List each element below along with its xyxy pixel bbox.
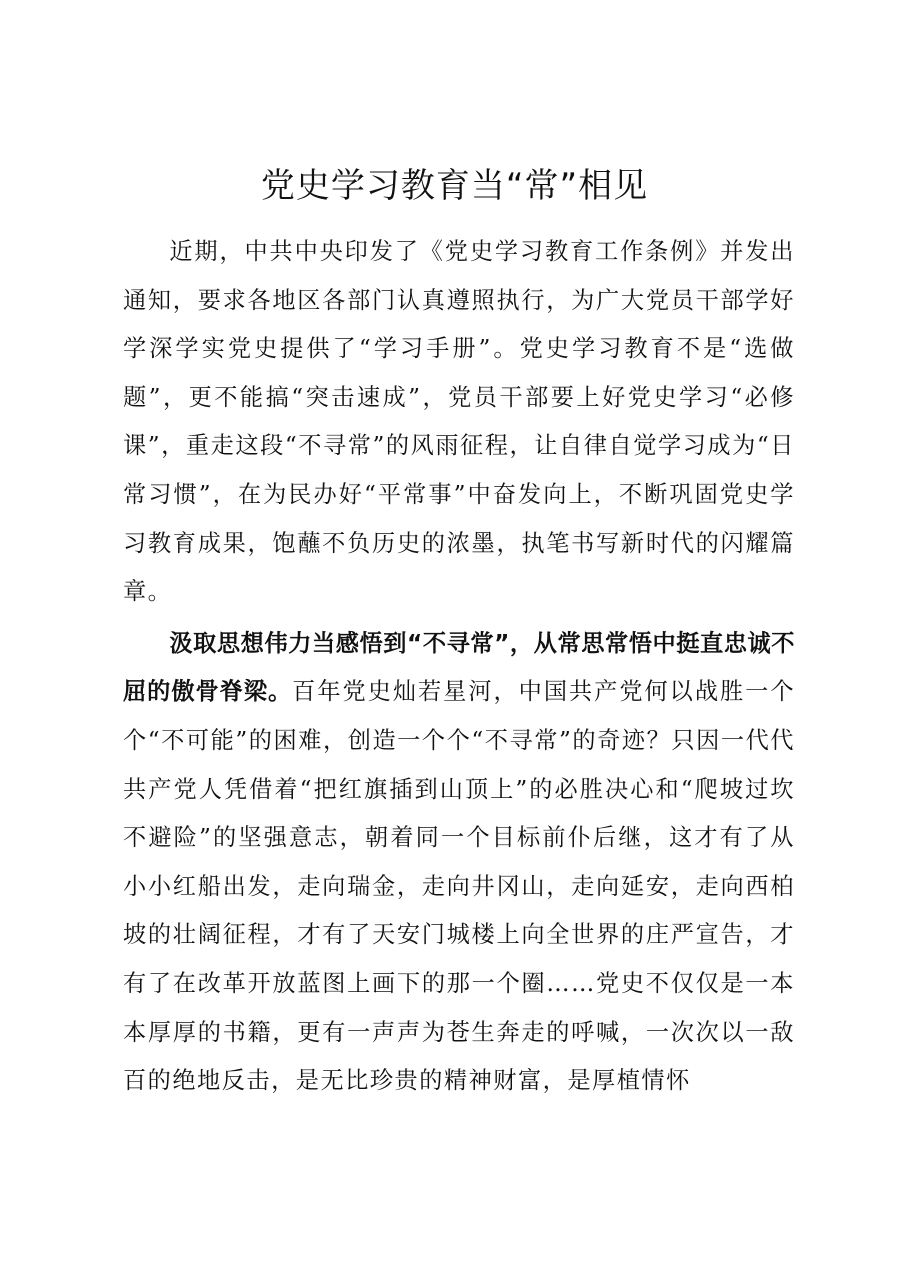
paragraph-1: 近期，中共中央印发了《党史学习教育工作条例》并发出通知，要求各地区各部门认真遵照执行，为广大党员干部学好学深学实党史提供了“学习手册”。党史学习教育不是“选做题”，更不能搞“突击速成”，党员干部要上好党史学习“必修课”，重走这段“不寻常”的风雨征程，让自律自觉学习成为“日常习惯”，在为民办好“平常事”中奋发向上，不断巩固党史学习教育成果，饱蘸不负历史的浓墨，执笔书写新时代的闪耀篇章。 — [123, 238, 795, 606]
document-title: 党史学习教育当“常”相见 — [260, 166, 649, 206]
paragraph-2 — [123, 620, 795, 1106]
paragraph-2-lead: 汲取思想伟力当感悟到“不寻常”，从常思常悟中挺直忠诚不屈的傲骨脊梁。 — [123, 629, 795, 706]
document-body — [123, 228, 795, 1106]
paragraph-2-body: 百年党史灿若星河，中国共产党何以战胜一个个“不可能”的困难，创造一个个“不寻常”的奇迹？只因一代代共产党人凭借着“把红旗插到山顶上”的必胜决心和“爬坡过坎不避险”的坚强意志，朝着同一个目标前仆后继，这才有了从小小红船出发，走向瑞金，走向井冈山，走向延安，走向西柏坡的壮阔征程，才有了天安门城楼上向全世界的庄严宣告，才有了在改革开放蓝图上画下的那一个圈……党史不仅仅是一本本厚厚的书籍，更有一声声为苍生奔走的呼喊，一次次以一敌百的绝地反击，是无比珍贵的精神财富，是厚植情怀 — [123, 678, 796, 1095]
